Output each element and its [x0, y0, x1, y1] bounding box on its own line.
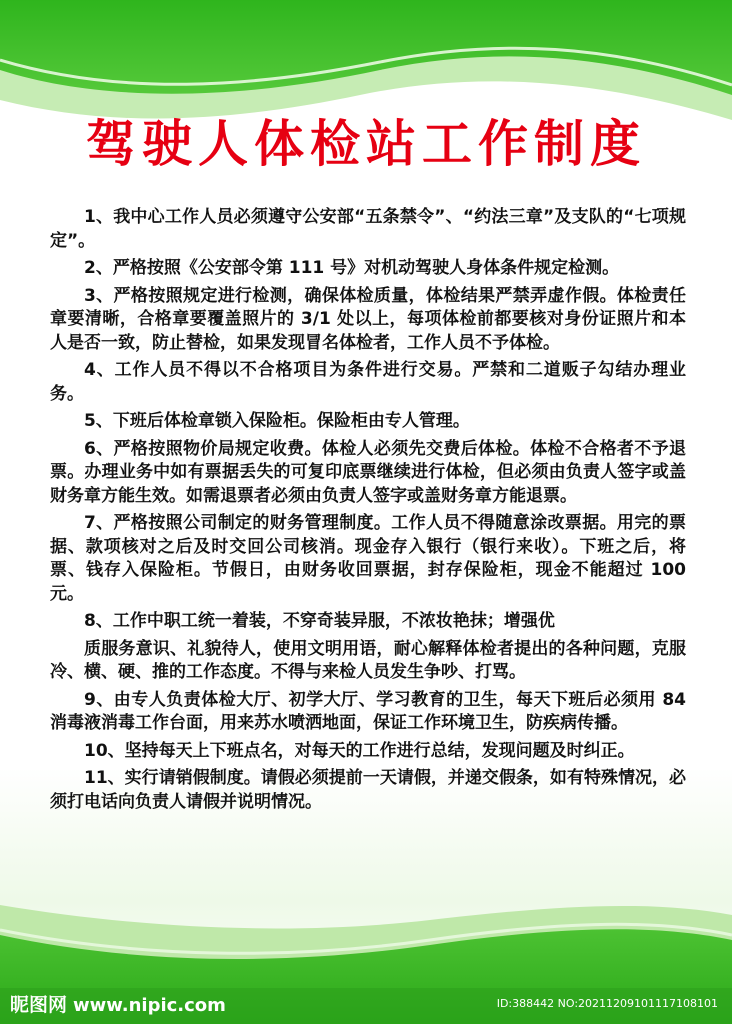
- rule-item: 5、下班后体检章锁入保险柜。保险柜由专人管理。: [84, 411, 470, 431]
- rule-item: 9、由专人负责体检大厅、初学大厅、学习教育的卫生，每天下班后必须用 84 消毒液消毒工作台面，用来苏水喷洒地面，保证工作环境卫生，防疾病传播。: [50, 689, 686, 733]
- rule-item: 4、工作人员不得以不合格项目为条件进行交易。严禁和二道贩子勾结办理业务。: [50, 360, 686, 404]
- page-title: 驾驶人体检站工作制度: [86, 115, 646, 173]
- rule-item-continuation: 质服务意识、礼貌待人，使用文明用语，耐心解释体检者提出的各种问题，克服冷、横、硬、推的工作态度。不得与来检人员发生争吵、打骂。: [50, 638, 686, 682]
- rule-item: 11、实行请销假制度。请假必须提前一天请假，并递交假条，如有特殊情况，必须打电话向负责人请假并说明情况。: [50, 768, 686, 812]
- rule-item: 8、工作中职工统一着装，不穿奇装异服，不浓妆艳抹；增强优: [84, 611, 555, 631]
- rule-item: 1、我中心工作人员必须遵守公安部“五条禁令”、“约法三章”及支队的“七项规定”。: [50, 207, 686, 251]
- rule-item: 2、严格按照《公安部令第 111 号》对机动驾驶人身体条件规定检测。: [84, 258, 620, 278]
- watermark: [10, 994, 226, 1017]
- rule-item: 3、严格按照规定进行检测，确保体检质量，体检结果严禁弄虚作假。体检责任章要清晰，合格章要覆盖照片的 3/1 处以上，每项体检前都要核对身份证照片和本人是否一致，防止替检，如果发现冒名体检者，工作人员不予体检。: [50, 285, 686, 353]
- rule-item: 10、坚持每天上下班点名，对每天的工作进行总结，发现问题及时纠正。: [84, 740, 635, 761]
- rule-item: 7、严格按照公司制定的财务管理制度。工作人员不得随意涂改票据。用完的票据、款项核对之后及时交回公司核消。现金存入银行（银行来收）。下班之后，将票、钱存入保险柜。节假日，由财务收回票据，封存保险柜，现金不能超过 100 元。: [50, 513, 686, 604]
- watermark-url: www.nipic.com: [73, 995, 226, 1016]
- rule-item: 6、严格按照物价局规定收费。体检人必须先交费后体检。体检不合格者不予退票。办理业务中如有票据丢失的可复印底票继续进行体检，但必须由负责人签字或盖财务章方能生效。如需退票者必须由负责人签字或盖财务章方能退票。: [50, 438, 686, 506]
- watermark-image-id: ID:388442 NO:20211209101117108101: [496, 997, 718, 1010]
- watermark-logo: 昵图网: [10, 994, 68, 1016]
- rules-list: [50, 206, 686, 818]
